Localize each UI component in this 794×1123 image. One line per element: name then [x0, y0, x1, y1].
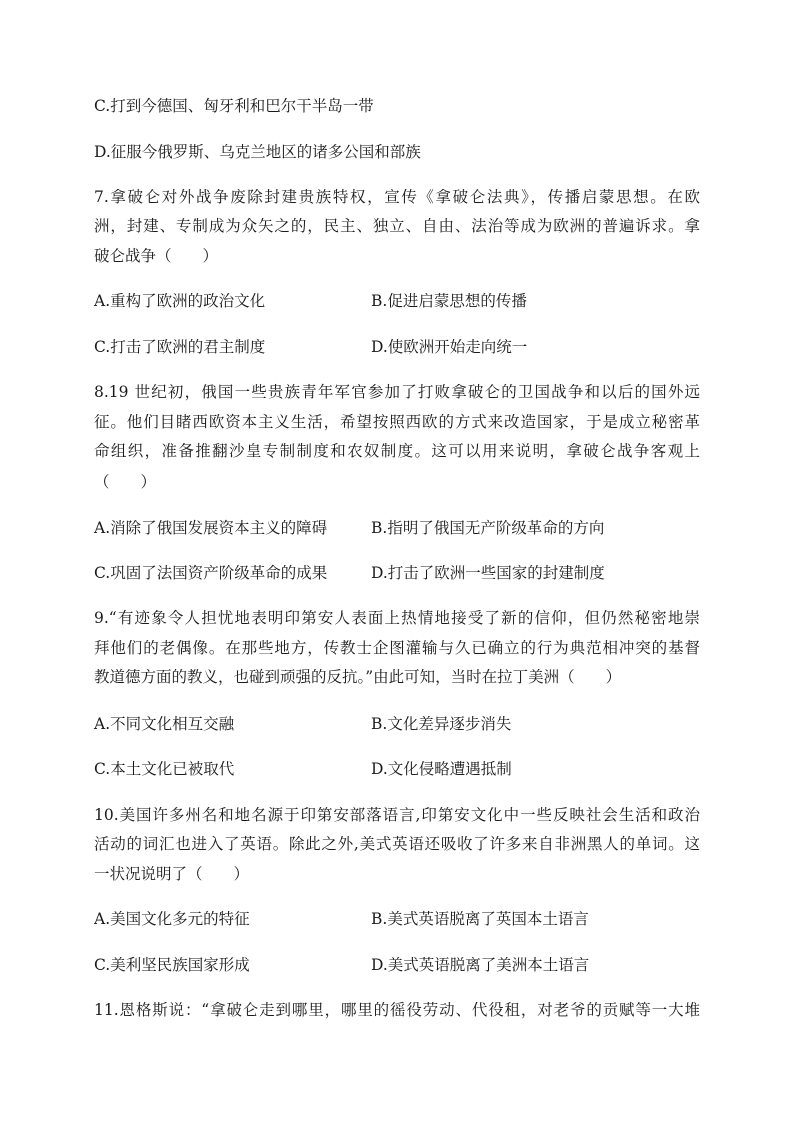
- q8-option-a: A.消除了俄国发展资本主义的障碍: [94, 519, 328, 537]
- q9-option-b: B.文化差异逐步消失: [371, 715, 512, 733]
- q7-option-b: B.促进启蒙思想的传播: [371, 292, 527, 310]
- q11-stem-line-1: 11.恩格斯说：“拿破仑走到哪里，哪里的徭役劳动、代役租，对老爷的贡赋等一大堆: [94, 1001, 700, 1019]
- q9-option-d: D.文化侵略遭遇抵制: [371, 760, 512, 778]
- q6-option-c: C.打到今德国、匈牙利和巴尔干半岛一带: [94, 97, 374, 115]
- q9-option-c: C.本土文化已被取代: [94, 760, 235, 778]
- q7-option-c: C.打击了欧洲的君主制度: [94, 338, 266, 356]
- q10-stem-line-2: 活动的词汇也进入了英语。除此之外,美式英语还吸收了许多来自非洲黑人的单词。这: [94, 835, 700, 853]
- q8-option-c: C.巩固了法国资产阶级革命的成果: [94, 564, 328, 582]
- q10-stem-line-3: 一状况说明了（ ）: [94, 865, 250, 883]
- q7-stem-line-3: 破仑战争（ ）: [94, 247, 219, 265]
- q10-option-d: D.美式英语脱离了美洲本土语言: [371, 956, 590, 974]
- q10-option-b: B.美式英语脱离了英国本土语言: [371, 910, 589, 928]
- q7-option-d: D.使欧洲开始走向统一: [371, 338, 528, 356]
- q10-option-a: A.美国文化多元的特征: [94, 910, 250, 928]
- q7-stem-line-1: 7.拿破仑对外战争废除封建贵族特权，宣传《拿破仑法典》，传播启蒙思想。在欧: [94, 188, 700, 206]
- q8-stem-line-2: 征。他们目睹西欧资本主义生活，希望按照西欧的方式来改造国家，于是成立秘密革: [94, 413, 700, 431]
- q9-stem-line-1: 9.“有迹象令人担忧地表明印第安人表面上热情地接受了新的信仰，但仍然秘密地崇: [94, 609, 700, 627]
- q7-option-a: A.重构了欧洲的政治文化: [94, 292, 266, 310]
- q10-stem-line-1: 10.美国许多州名和地名源于印第安部落语言,印第安文化中一些反映社会生活和政治: [94, 806, 700, 824]
- q9-stem-line-3: 教道德方面的教义，也碰到顽强的反抗。”由此可知，当时在拉丁美洲（ ）: [94, 668, 622, 686]
- q9-option-a: A.不同文化相互交融: [94, 715, 235, 733]
- q8-stem-line-3: 命组织，准备推翻沙皇专制制度和农奴制度。这可以用来说明，拿破仑战争客观上: [94, 442, 700, 460]
- q6-option-d: D.征服今俄罗斯、乌克兰地区的诸多公国和部族: [94, 143, 421, 161]
- q8-stem-line-1: 8.19 世纪初，俄国一些贵族青年军官参加了打败拿破仑的卫国战争和以后的国外远: [94, 383, 700, 401]
- q8-option-b: B.指明了俄国无产阶级革命的方向: [371, 519, 605, 537]
- q9-stem-line-2: 拜他们的老偶像。在那些地方，传教士企图灌输与久已确立的行为典范相冲突的基督: [94, 639, 700, 657]
- q8-option-d: D.打击了欧洲一些国家的封建制度: [371, 564, 605, 582]
- q7-stem-line-2: 洲，封建、专制成为众矢之的，民主、独立、自由、法治等成为欧洲的普遍诉求。拿: [94, 217, 700, 235]
- q8-stem-line-4: （ ）: [94, 473, 157, 491]
- q10-option-c: C.美利坚民族国家形成: [94, 956, 250, 974]
